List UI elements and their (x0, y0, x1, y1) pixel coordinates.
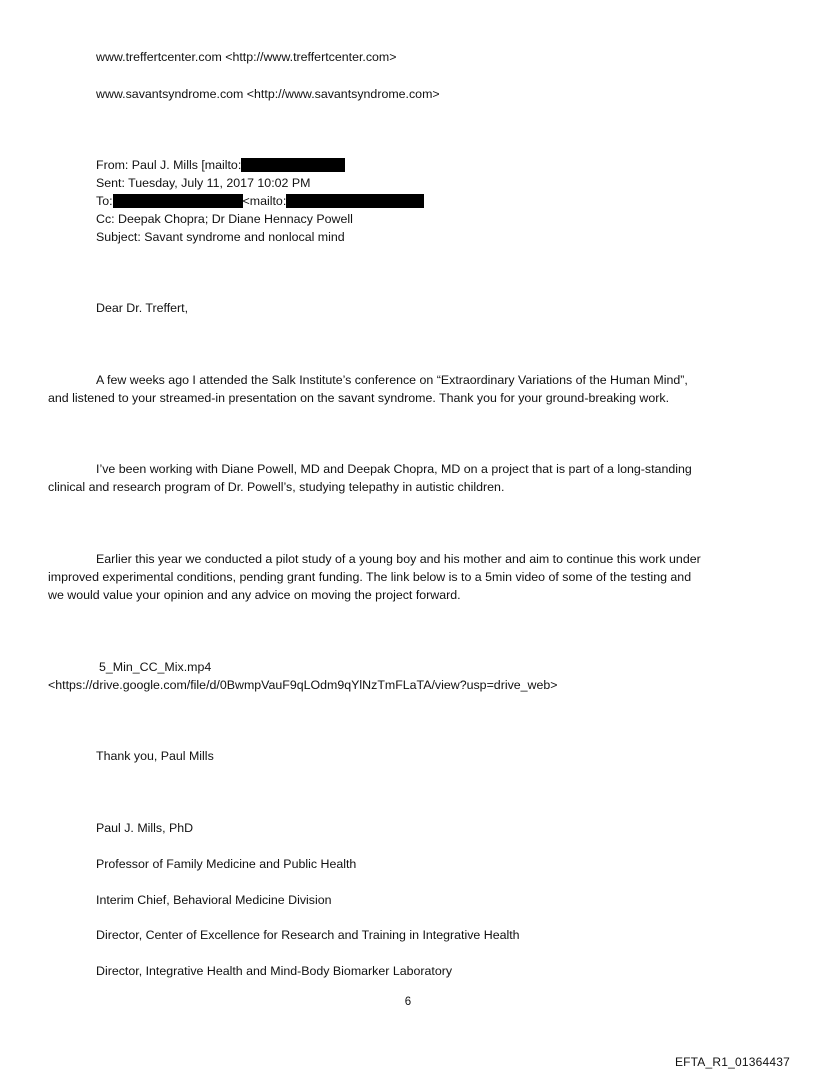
redaction-box (113, 194, 243, 208)
paragraph-3-line-3: we would value your opinion and any advice on moving the project forward. (48, 588, 461, 602)
redaction-box (241, 158, 345, 172)
signature-title-4: Director, Integrative Health and Mind-Body Biomarker Laboratory (96, 964, 453, 978)
signature-name: Paul J. Mills, PhD (96, 821, 194, 835)
paragraph-2-line-2: clinical and research program of Dr. Powell’s, studying telepathy in autistic children. (48, 480, 505, 494)
video-link-url[interactable]: <https://drive.google.com/file/d/0BwmpVauF9qLOdm9qYlNzTmFLaTA/view?usp=drive_web> (48, 678, 558, 692)
paragraph-1-line-1: A few weeks ago I attended the Salk Institute’s conference on “Extraordinary Variations of the Human Mind”, (96, 373, 688, 387)
email-from-line (96, 157, 345, 173)
bates-number: EFTA_R1_01364437 (674, 1055, 790, 1069)
signature-title-1: Professor of Family Medicine and Public Health (96, 857, 357, 871)
link-treffertcenter: www.treffertcenter.com <http://www.treffertcenter.com> (96, 50, 397, 64)
paragraph-3-line-1: Earlier this year we conducted a pilot study of a young boy and his mother and aim to continue this work under (96, 552, 701, 566)
greeting: Dear Dr. Treffert, (96, 301, 189, 315)
email-to-line (96, 193, 424, 209)
link-savantsyndrome: www.savantsyndrome.com <http://www.savantsyndrome.com> (96, 87, 440, 101)
to-mailto: <mailto: (242, 194, 287, 208)
signature-title-2: Interim Chief, Behavioral Medicine Division (96, 893, 332, 907)
from-label: From: Paul J. Mills [mailto: (96, 158, 242, 172)
paragraph-1-line-2: and listened to your streamed-in presentation on the savant syndrome. Thank you for your ground-breaking work. (48, 391, 670, 405)
email-sent-line: Sent: Tuesday, July 11, 2017 10:02 PM (96, 176, 311, 190)
page-number: 6 (404, 996, 412, 1008)
paragraph-3-line-2: improved experimental conditions, pending grant funding. The link below is to a 5min video of some of the testing and (48, 570, 692, 584)
email-cc-line: Cc: Deepak Chopra; Dr Diane Hennacy Powell (96, 212, 353, 226)
redaction-box (286, 194, 424, 208)
closing-line: Thank you, Paul Mills (96, 749, 214, 763)
paragraph-2-line-1: I’ve been working with Diane Powell, MD and Deepak Chopra, MD on a project that is part of a long-standing (96, 462, 692, 476)
to-label: To: (96, 194, 113, 208)
signature-title-3: Director, Center of Excellence for Research and Training in Integrative Health (96, 928, 520, 942)
email-subject-line: Subject: Savant syndrome and nonlocal mind (96, 230, 345, 244)
video-link-name[interactable]: 5_Min_CC_Mix.mp4 (99, 660, 212, 674)
